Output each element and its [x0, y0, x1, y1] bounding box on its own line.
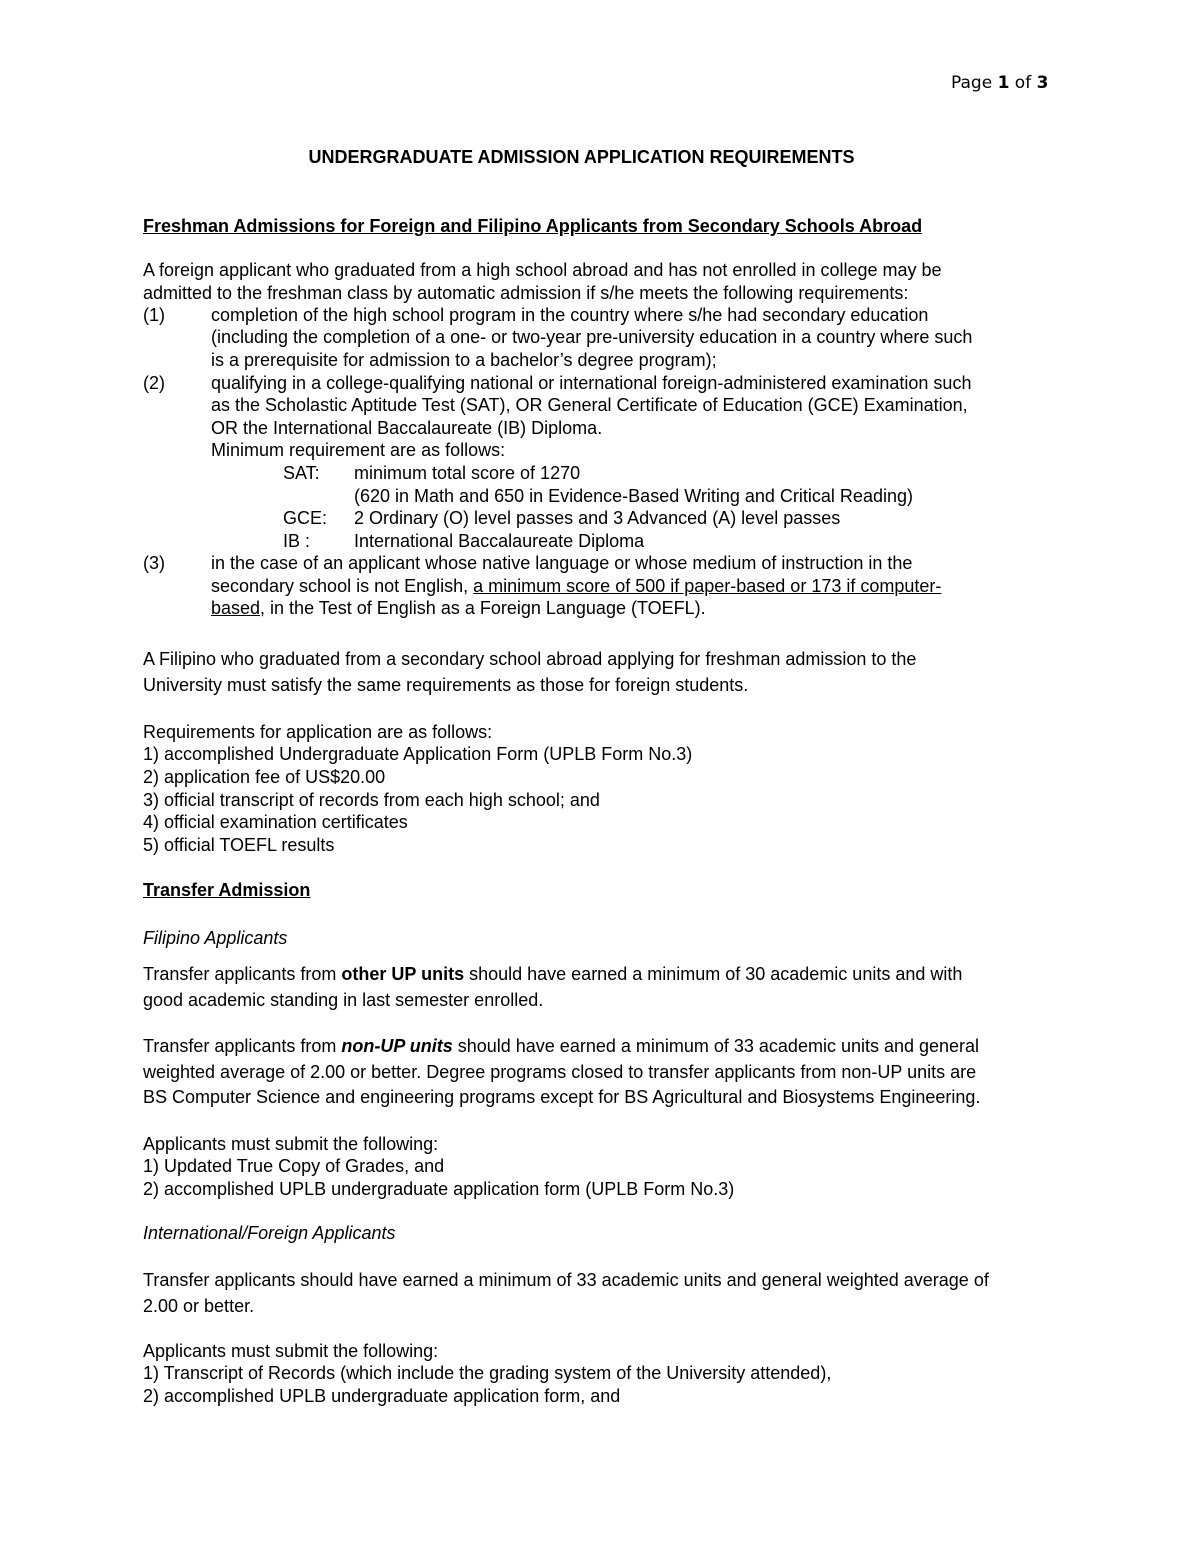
gce-line: 2 Ordinary (O) level passes and 3 Advanced (A) level passes: [354, 508, 841, 528]
requirement-2-line-1: qualifying in a college-qualifying national or international foreign-administered examination such: [211, 373, 972, 393]
ib-line: International Baccalaureate Diploma: [354, 531, 645, 551]
international-line-2: 2.00 or better.: [143, 1296, 255, 1316]
list-item: 3) official transcript of records from each high school; and: [143, 790, 600, 810]
freshman-intro-line-2: admitted to the freshman class by automatic admission if s/he meets the following requirements:: [143, 283, 909, 303]
transfer-heading: Transfer Admission: [143, 880, 311, 900]
toefl-score-underlined: a minimum score of 500 if paper-based or 173 if computer-: [473, 576, 942, 596]
requirement-3-line-3: based, in the Test of English as a Foreign Language (TOEFL).: [211, 598, 706, 618]
application-requirements-label: Requirements for application are as follows:: [143, 722, 493, 742]
requirement-3-line-1: in the case of an applicant whose native language or whose medium of instruction in the: [211, 553, 913, 573]
up-units-line-2: good academic standing in last semester enrolled.: [143, 990, 544, 1010]
freshman-heading: Freshman Admissions for Foreign and Filipino Applicants from Secondary Schools Abroad: [143, 216, 923, 236]
requirement-2-number: (2): [143, 373, 165, 393]
requirement-3-number: (3): [143, 553, 165, 573]
filipino-paragraph-line-1: A Filipino who graduated from a secondary school abroad applying for freshman admission to the: [143, 649, 917, 669]
non-up-units-line-1: Transfer applicants from non-UP units should have earned a minimum of 33 academic units and general: [143, 1036, 980, 1056]
requirement-1-number: (1): [143, 305, 165, 325]
international-line-1: Transfer applicants should have earned a minimum of 33 academic units and general weighted average of: [143, 1270, 989, 1290]
list-item: 2) accomplished UPLB undergraduate application form, and: [143, 1386, 621, 1406]
requirement-2-line-2: as the Scholastic Aptitude Test (SAT), OR General Certificate of Education (GCE) Examination,: [211, 395, 968, 415]
ib-label: IB :: [283, 531, 311, 551]
international-submit-label: Applicants must submit the following:: [143, 1341, 439, 1361]
non-up-units-line-3: BS Computer Science and engineering programs except for BS Agricultural and Biosystems Engineering.: [143, 1087, 981, 1107]
sat-line-2: (620 in Math and 650 in Evidence-Based Writing and Critical Reading): [354, 486, 913, 506]
freshman-intro-line-1: A foreign applicant who graduated from a high school abroad and has not enrolled in college may be: [143, 260, 942, 280]
requirement-2-line-3: OR the International Baccalaureate (IB) Diploma.: [211, 418, 603, 438]
filipino-paragraph-line-2: University must satisfy the same requirements as those for foreign students.: [143, 675, 749, 695]
list-item: 5) official TOEFL results: [143, 835, 335, 855]
minimum-requirement-label: Minimum requirement are as follows:: [211, 440, 506, 460]
list-item: 1) Updated True Copy of Grades, and: [143, 1156, 445, 1176]
filipino-submit-label: Applicants must submit the following:: [143, 1134, 439, 1154]
requirement-1-line-1: completion of the high school program in the country where s/he had secondary education: [211, 305, 929, 325]
list-item: 4) official examination certificates: [143, 812, 408, 832]
sat-line-1: minimum total score of 1270: [354, 463, 581, 483]
filipino-applicants-heading: Filipino Applicants: [143, 928, 288, 948]
document-title: UNDERGRADUATE ADMISSION APPLICATION REQUIREMENTS: [308, 147, 855, 167]
sat-label: SAT:: [283, 463, 320, 483]
list-item: 2) accomplished UPLB undergraduate application form (UPLB Form No.3): [143, 1179, 735, 1199]
list-item: 2) application fee of US$20.00: [143, 767, 386, 787]
requirement-3-line-2: secondary school is not English, a minimum score of 500 if paper-based or 173 if computer-: [211, 576, 942, 596]
international-applicants-heading: International/Foreign Applicants: [143, 1223, 396, 1243]
requirement-1-line-2: (including the completion of a one- or two-year pre-university education in a country where such: [211, 327, 973, 347]
list-item: 1) Transcript of Records (which include the grading system of the University attended),: [143, 1363, 832, 1383]
page-number: Page 1 of 3: [951, 73, 1049, 93]
non-up-units-line-2: weighted average of 2.00 or better. Degree programs closed to transfer applicants from non-UP units are: [143, 1062, 977, 1082]
requirement-1-line-3: is a prerequisite for admission to a bachelor’s degree program);: [211, 350, 717, 370]
list-item: 1) accomplished Undergraduate Application Form (UPLB Form No.3): [143, 744, 693, 764]
gce-label: GCE:: [283, 508, 328, 528]
up-units-line-1: Transfer applicants from other UP units should have earned a minimum of 30 academic units and with: [143, 964, 963, 984]
